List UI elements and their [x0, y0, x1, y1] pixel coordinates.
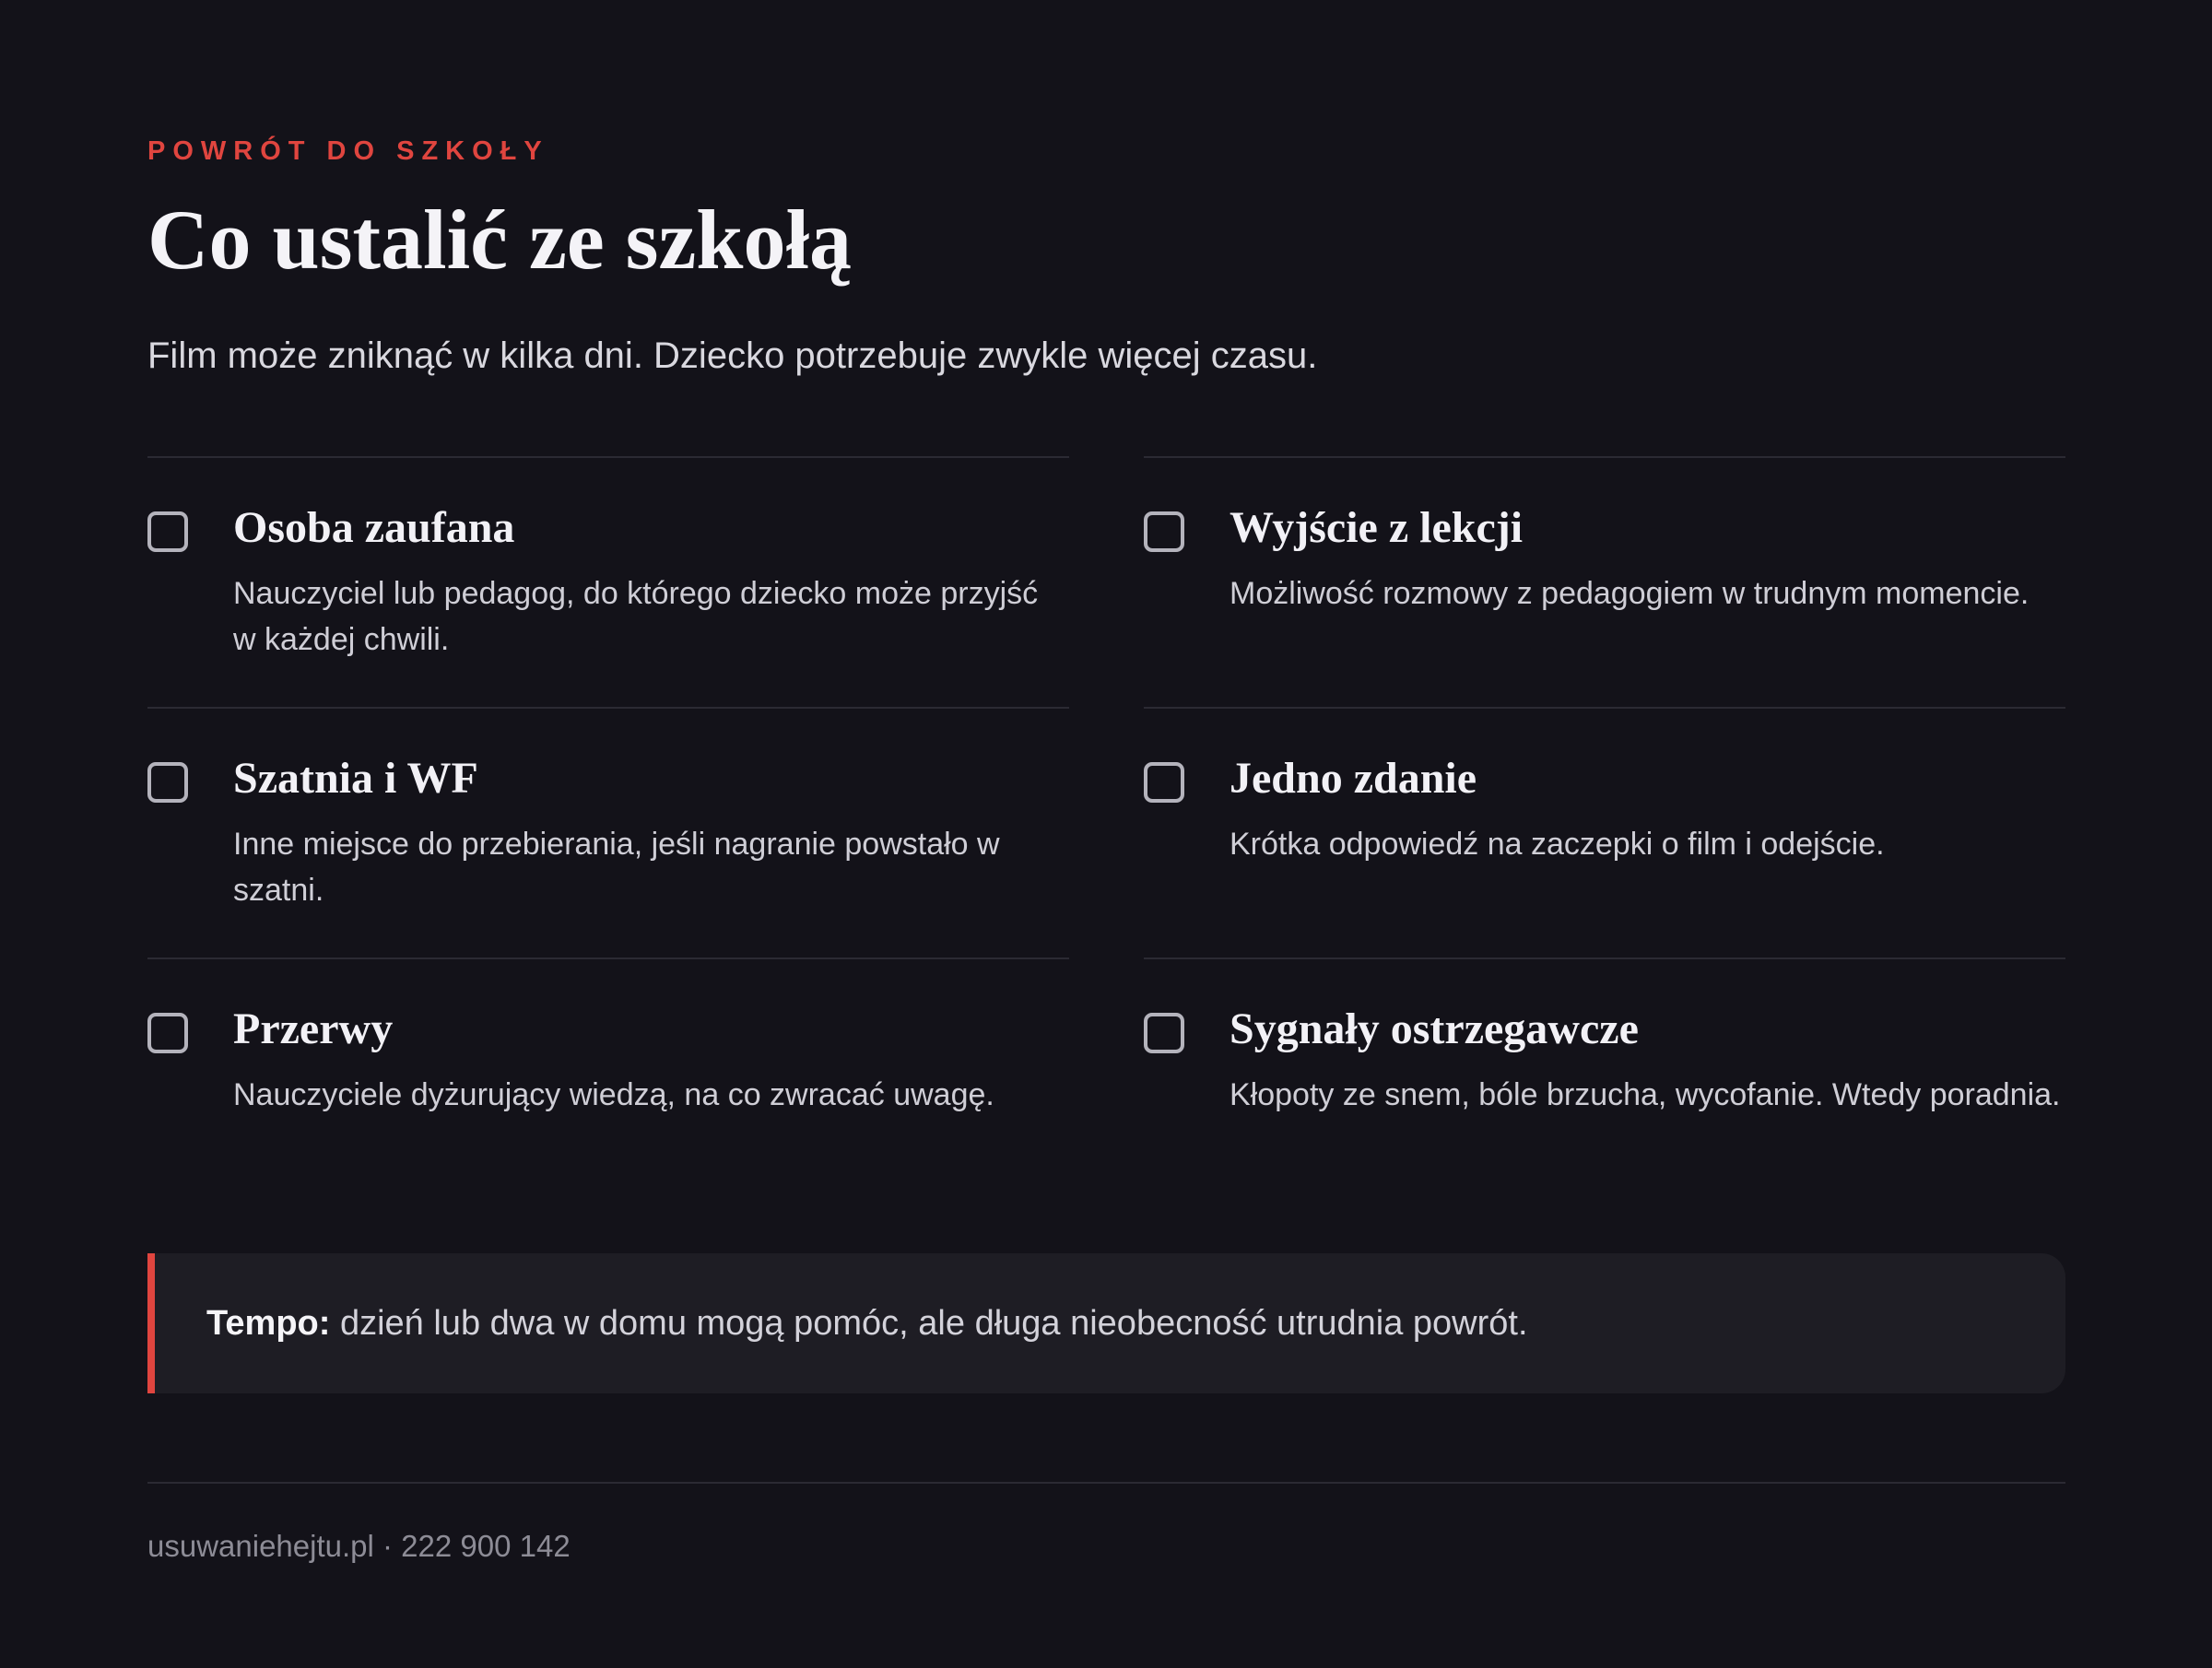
footer-divider [147, 1482, 2065, 1484]
eyebrow-label: POWRÓT DO SZKOŁY [147, 136, 549, 166]
checkbox[interactable] [147, 1013, 188, 1053]
checkbox[interactable] [147, 762, 188, 803]
callout-body: dzień lub dwa w domu mogą pomóc, ale długa nieobecność utrudnia powrót. [330, 1304, 1528, 1343]
callout-label: Tempo: [206, 1304, 331, 1343]
checklist-item-one-sentence[interactable] [1144, 707, 2065, 957]
callout-text [206, 1298, 1528, 1349]
checklist-item-title: Sygnały ostrzegawcze [1230, 1004, 1639, 1053]
checklist-item-breaks[interactable] [147, 957, 1069, 1208]
page-title: Co ustalić ze szkołą [147, 193, 853, 287]
checkbox[interactable] [1144, 1013, 1184, 1053]
page-subtitle: Film może zniknąć w kilka dni. Dziecko potrzebuje zwykle więcej czasu. [147, 335, 1318, 376]
checklist-item-warning-signs[interactable] [1144, 957, 2065, 1208]
footer-contact: usuwaniehejtu.pl · 222 900 142 [147, 1529, 571, 1563]
checklist-item-title: Przerwy [233, 1004, 394, 1053]
checklist-item-description: Inne miejsce do przebierania, jeśli nagranie powstało w szatni. [233, 827, 1000, 908]
tempo-callout [147, 1253, 2065, 1393]
checklist-item-trusted-person[interactable] [147, 456, 1069, 707]
checklist-item-locker-room[interactable] [147, 707, 1069, 957]
checklist-item-description: Krótka odpowiedź na zaczepki o film i odejście. [1230, 827, 1885, 862]
checklist-item-title: Osoba zaufana [233, 503, 515, 552]
checklist [147, 456, 2065, 1208]
checklist-item-description: Nauczyciele dyżurujący wiedzą, na co zwracać uwagę. [233, 1077, 994, 1112]
page [147, 0, 2065, 1668]
checklist-item-description: Możliwość rozmowy z pedagogiem w trudnym momencie. [1230, 576, 2030, 611]
checklist-item-description: Nauczyciel lub pedagog, do którego dziecko może przyjść w każdej chwili. [233, 576, 1039, 657]
checklist-item-leaving-class[interactable] [1144, 456, 2065, 707]
checklist-item-description: Kłopoty ze snem, bóle brzucha, wycofanie. Wtedy poradnia. [1230, 1077, 2061, 1112]
checklist-item-title: Jedno zdanie [1230, 754, 1477, 803]
checkbox[interactable] [1144, 511, 1184, 552]
checkbox[interactable] [147, 511, 188, 552]
checkbox[interactable] [1144, 762, 1184, 803]
checklist-item-title: Szatnia i WF [233, 754, 478, 803]
checklist-item-title: Wyjście z lekcji [1230, 503, 1524, 552]
